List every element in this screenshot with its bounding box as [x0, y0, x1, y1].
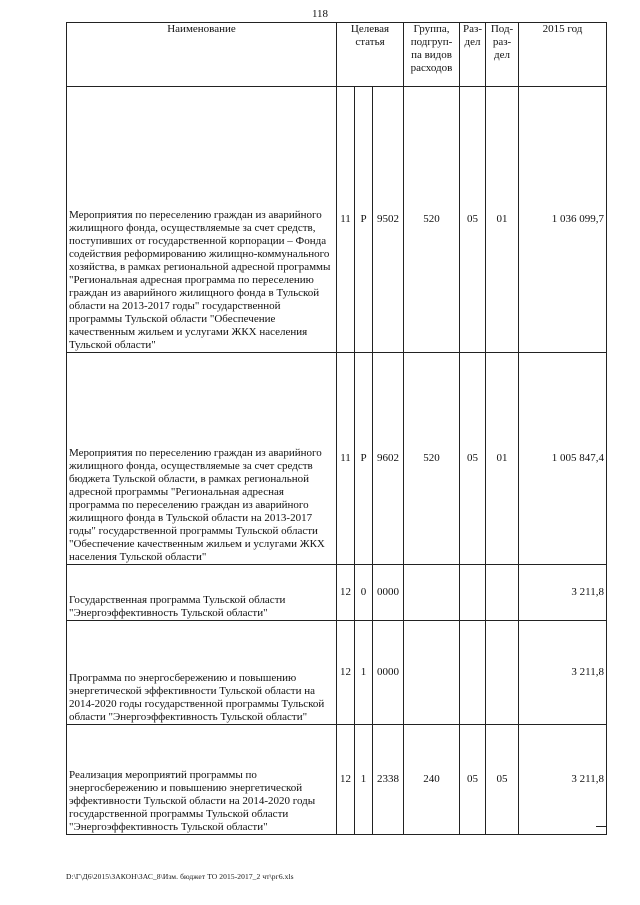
- row-section: 05: [460, 87, 486, 353]
- row-amount: 3 211,8: [519, 621, 607, 725]
- header-year: 2015 год: [519, 23, 607, 87]
- header-subsection: Под-раз-дел: [486, 23, 519, 87]
- table-row: [67, 565, 607, 621]
- row-name: Реализация мероприятий программы по энергосбережению и повышению энергетической эффективности Тульской области на 2014-2020 годы государственной программы Тульской области "Энергоэффективность Тульской области": [67, 725, 337, 835]
- table-row: [67, 621, 607, 725]
- header-section: Раз-дел: [460, 23, 486, 87]
- header-group: Группа, подгруп-па видов расходов: [404, 23, 460, 87]
- row-section: [460, 565, 486, 621]
- row-ts3: 9502: [373, 87, 404, 353]
- row-subsection: 05: [486, 725, 519, 835]
- row-ts1: 11: [337, 353, 355, 565]
- table-row: [67, 87, 607, 353]
- table-row: [67, 725, 607, 835]
- scan-mark: [596, 826, 606, 827]
- header-row: [67, 23, 607, 87]
- row-group: 240: [404, 725, 460, 835]
- row-ts2: Р: [355, 87, 373, 353]
- row-group: [404, 621, 460, 725]
- page-number: 118: [311, 8, 329, 20]
- row-section: 05: [460, 725, 486, 835]
- row-subsection: [486, 565, 519, 621]
- row-subsection: [486, 621, 519, 725]
- budget-table: [66, 22, 607, 835]
- footer-file-path: D:\Г\Д6\2015\ЗАКОН\ЗАС_8\Изм. бюджет ТО 2015-2017_2 чт\рг6.xls: [66, 872, 294, 881]
- row-name: Мероприятия по переселению граждан из аварийного жилищного фонда, осуществляемые за счет средств бюджета Тульской области, в рамках региональной адресной программы "Региональная адресная программа по переселению граждан из аварийного жилищного фонда в Тульской области на 2013-2017 годы" государственной программы Тульской области "Обеспечение качественным жильем и услугами ЖКХ населения Тульской области": [67, 353, 337, 565]
- row-group: 520: [404, 353, 460, 565]
- row-group: 520: [404, 87, 460, 353]
- row-ts2: 1: [355, 621, 373, 725]
- header-name: Наименование: [67, 23, 337, 87]
- row-amount: 3 211,8: [519, 725, 607, 835]
- row-ts1: 11: [337, 87, 355, 353]
- row-name: Программа по энергосбережению и повышению энергетической эффективности Тульской области на 2014-2020 годы государственной программы Тульской области "Энергоэффективность Тульской области": [67, 621, 337, 725]
- row-subsection: 01: [486, 87, 519, 353]
- row-amount: 1 036 099,7: [519, 87, 607, 353]
- row-ts1: 12: [337, 565, 355, 621]
- row-ts1: 12: [337, 725, 355, 835]
- row-section: 05: [460, 353, 486, 565]
- row-ts3: 9602: [373, 353, 404, 565]
- row-group: [404, 565, 460, 621]
- row-amount: 3 211,8: [519, 565, 607, 621]
- row-ts3: 0000: [373, 565, 404, 621]
- row-ts2: Р: [355, 353, 373, 565]
- row-amount: 1 005 847,4: [519, 353, 607, 565]
- row-ts2: 1: [355, 725, 373, 835]
- row-section: [460, 621, 486, 725]
- row-ts1: 12: [337, 621, 355, 725]
- row-subsection: 01: [486, 353, 519, 565]
- row-ts3: 2338: [373, 725, 404, 835]
- row-name: Государственная программа Тульской области "Энергоэффективность Тульской области": [67, 565, 337, 621]
- row-ts3: 0000: [373, 621, 404, 725]
- header-target: Целевая статья: [337, 23, 404, 87]
- row-ts2: 0: [355, 565, 373, 621]
- table-row: [67, 353, 607, 565]
- row-name: Мероприятия по переселению граждан из аварийного жилищного фонда, осуществляемые за счет средств, поступивших от государственной корпорации – Фонда содействия реформированию жилищно-коммунального хозяйства, в рамках региональной адресной программы "Региональная адресная программа по переселению граждан из аварийного жилищного фонда в Тульской области на 2013-2017 годы" государственной программы Тульской области "Обеспечение качественным жильем и услугами ЖКХ населения Тульской области": [67, 87, 337, 353]
